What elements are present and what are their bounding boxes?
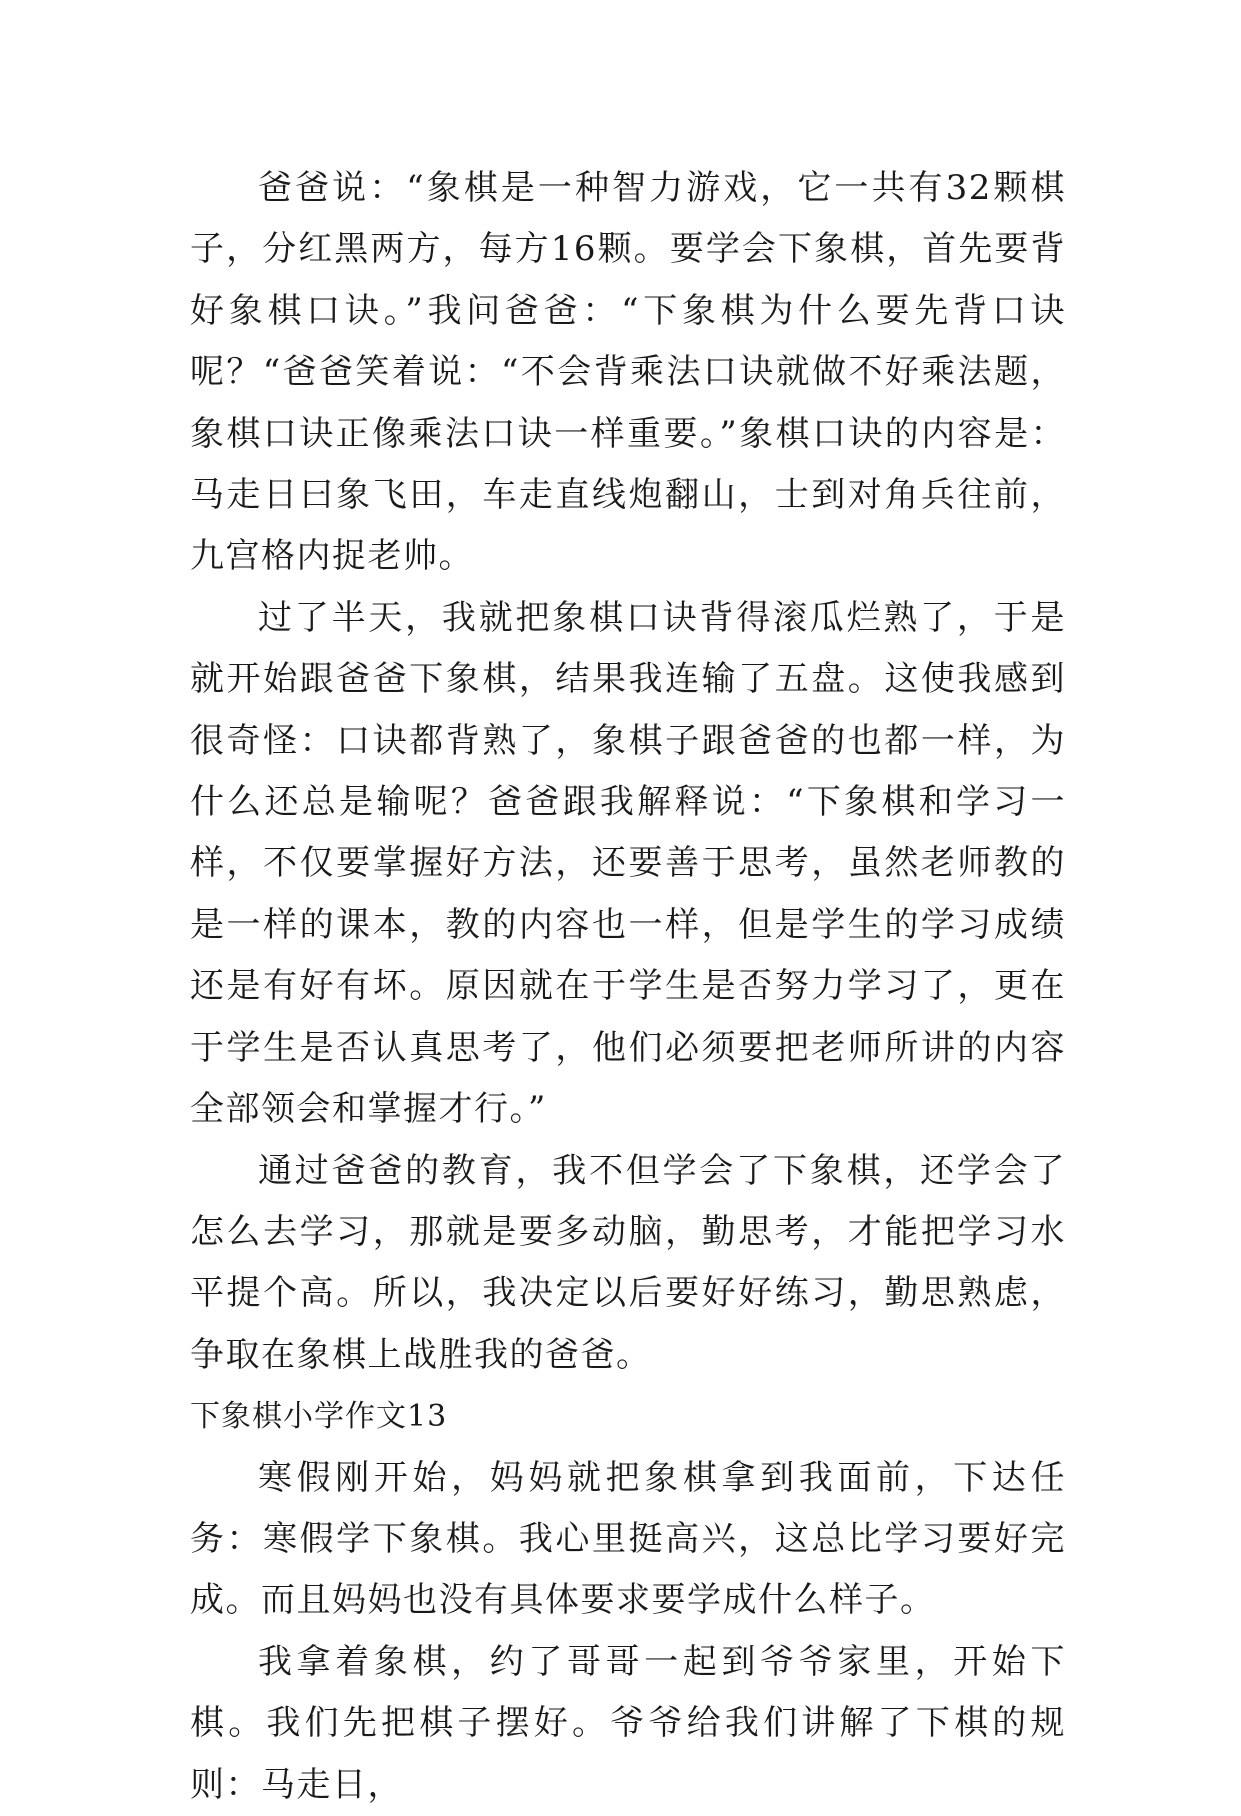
paragraph: 通过爸爸的教育，我不但学会了下象棋，还学会了怎么去学习，那就是要多动脑，勤思考，才能把学习水平提个高。所以，我决定以后要好好练习，勤思熟虑，争取在象棋上战胜我的爸爸。 — [190, 1150, 1066, 1375]
paragraph: 寒假刚开始，妈妈就把象棋拿到我面前，下达任务：寒假学下象棋。我心里挺高兴，这总比学习要好完成。而且妈妈也没有具体要求要学成什么样子。 — [190, 1457, 1066, 1621]
paragraph: 爸爸说：“象棋是一种智力游戏，它一共有32颗棋子，分红黑两方，每方16颗。要学会下象棋，首先要背好象棋口诀。”我问爸爸：“下象棋为什么要先背口诀呢？“爸爸笑着说：“不会背乘法口诀就做不好乘法题，象棋口诀正像乘法口诀一样重要。”象棋口诀的内容是：马走日曰象飞田，车走直线炮翻山，士到对角兵往前，九宫格内捉老帅。 — [190, 168, 1066, 577]
paragraph: 过了半天，我就把象棋口诀背得滚瓜烂熟了，于是就开始跟爸爸下象棋，结果我连输了五盘。这使我感到很奇怪：口诀都背熟了，象棋子跟爸爸的也都一样，为什么还总是输呢？爸爸跟我解释说：“下象棋和学习一样，不仅要掌握好方法，还要善于思考，虽然老师教的是一样的课本，教的内容也一样，但是学生的学习成绩还是有好有坏。原因就在于学生是否努力学习了，更在于学生是否认真思考了，他们必须要把老师所讲的内容全部领会和掌握才行。” — [190, 597, 1066, 1130]
document-body — [190, 158, 1066, 1816]
section-heading: 下象棋小学作文13 — [190, 1399, 448, 1435]
paragraph: 我拿着象棋，约了哥哥一起到爷爷家里，开始下棋。我们先把棋子摆好。爷爷给我们讲解了下棋的规则：马走日， — [190, 1641, 1066, 1805]
